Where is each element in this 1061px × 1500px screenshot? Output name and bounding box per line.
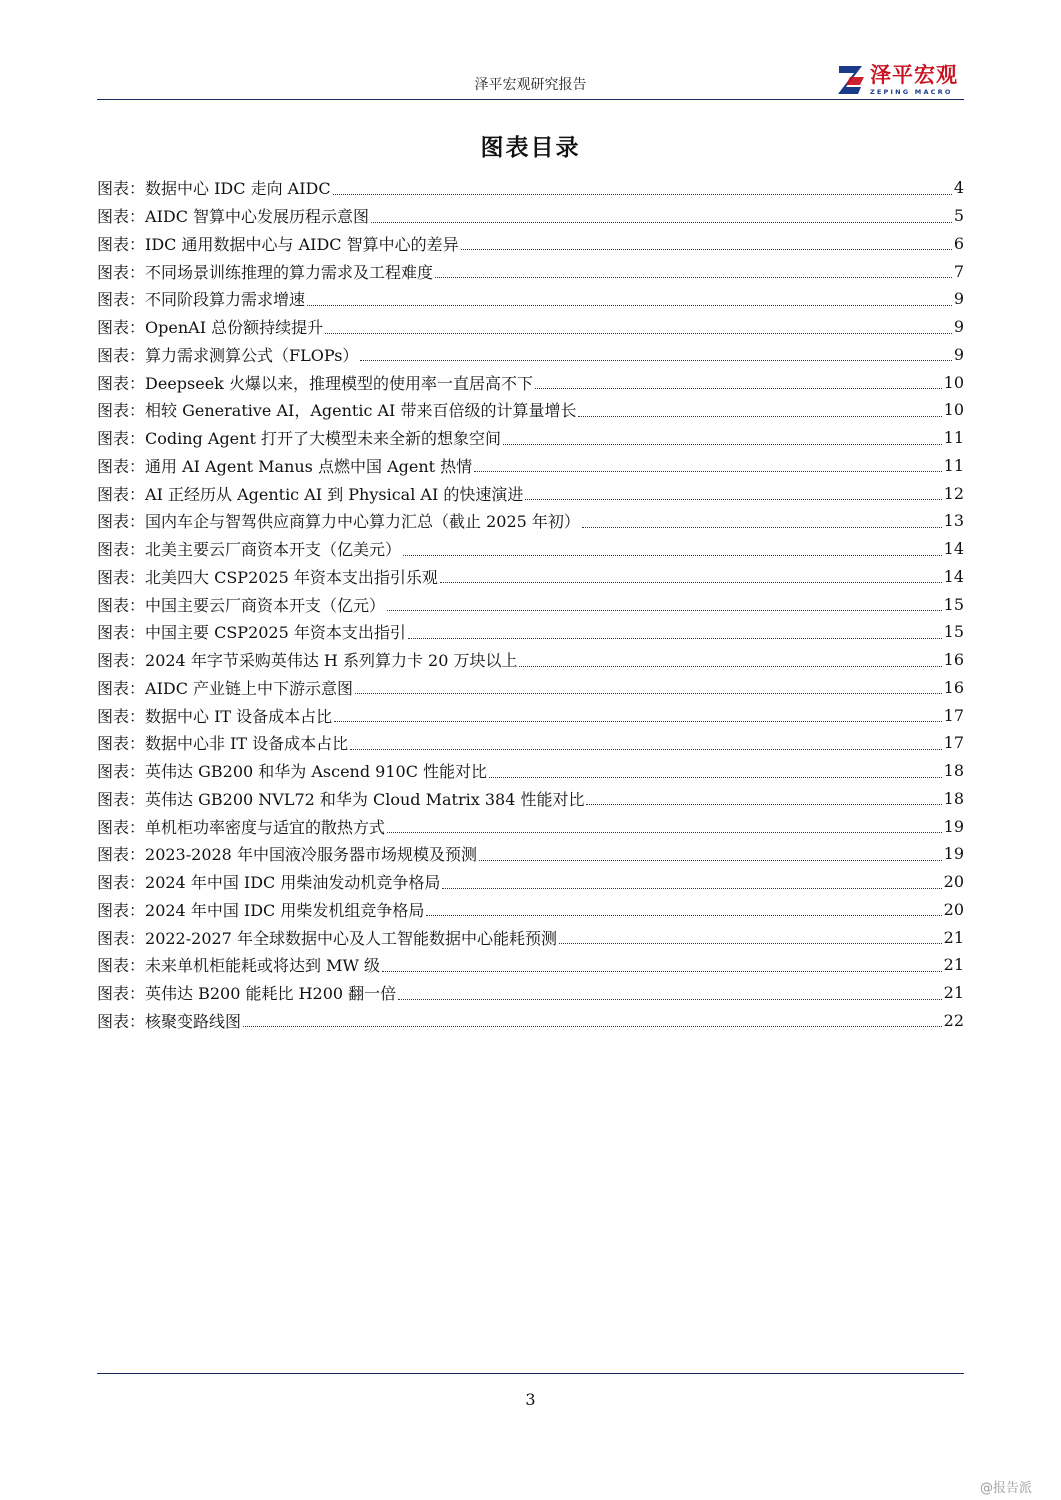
- toc-entry-prefix: 图表：: [97, 540, 146, 560]
- toc-entry-title: 2022-2027 年全球数据中心及人工智能数据中心能耗预测: [145, 928, 557, 948]
- toc-entry-page: 14: [943, 566, 964, 586]
- toc-entry-prefix: 图表：: [97, 234, 146, 254]
- toc-entry-page: 19: [943, 844, 964, 864]
- toc-entry-title: 算力需求测算公式（FLOPs）: [145, 345, 359, 365]
- toc-dot-leader: [442, 888, 941, 889]
- toc-entry-prefix: 图表：: [97, 512, 146, 532]
- toc-dot-leader: [435, 277, 952, 278]
- toc-dot-leader: [535, 388, 942, 389]
- toc-entry-prefix: 图表：: [97, 207, 146, 227]
- toc-entry-prefix: 图表：: [97, 928, 146, 948]
- page-number: 3: [525, 1390, 536, 1409]
- toc-entry-prefix: 图表：: [97, 900, 146, 920]
- toc-dot-leader: [408, 638, 942, 639]
- page-title: 图表目录: [480, 135, 581, 161]
- toc-entry-title: 2024 年中国 IDC 用柴油发动机竞争格局: [145, 873, 441, 893]
- toc-entry-prefix: 图表：: [97, 401, 146, 421]
- toc-entry-prefix: 图表：: [97, 373, 146, 393]
- toc-dot-leader: [360, 360, 951, 361]
- toc-entry[interactable]: [97, 535, 964, 563]
- toc-entry-page: 10: [943, 400, 964, 420]
- toc-entry[interactable]: [97, 424, 964, 452]
- toc-dot-leader: [350, 749, 941, 750]
- toc-entry[interactable]: [97, 313, 964, 341]
- toc-entry-page: 16: [943, 650, 964, 670]
- toc-dot-leader: [503, 444, 942, 445]
- toc-entry-page: 22: [943, 1010, 964, 1030]
- toc-entry-page: 7: [953, 261, 964, 281]
- toc-entry-page: 9: [953, 289, 964, 309]
- toc-entry-prefix: 图表：: [97, 623, 146, 643]
- toc-dot-leader: [479, 860, 942, 861]
- toc-entry-prefix: 图表：: [97, 567, 146, 587]
- toc-dot-leader: [325, 333, 952, 334]
- toc-entry[interactable]: [97, 923, 964, 951]
- toc-entry[interactable]: [97, 701, 964, 729]
- toc-entry[interactable]: [97, 618, 964, 646]
- toc-entry-page: 18: [943, 788, 964, 808]
- toc-dot-leader: [586, 804, 941, 805]
- toc-entry-prefix: 图表：: [97, 762, 146, 782]
- toc-entry-title: 通用 AI Agent Manus 点燃中国 Agent 热情: [145, 456, 473, 476]
- toc-dot-leader: [243, 1026, 942, 1027]
- toc-entry-page: 12: [943, 483, 964, 503]
- toc-entry-page: 9: [953, 344, 964, 364]
- toc-entry-page: 17: [943, 705, 964, 725]
- toc-entry-prefix: 图表：: [97, 595, 146, 615]
- toc-entry[interactable]: [97, 452, 964, 480]
- toc-entry-title: 北美四大 CSP2025 年资本支出指引乐观: [145, 567, 438, 587]
- watermark: @报告派: [980, 1481, 1033, 1496]
- report-header-title: 泽平宏观研究报告: [474, 77, 587, 93]
- toc-entry-title: 不同场景训练推理的算力需求及工程难度: [145, 262, 434, 282]
- toc-dot-leader: [355, 693, 942, 694]
- toc-entry-title: 英伟达 GB200 NVL72 和华为 Cloud Matrix 384 性能对比: [145, 789, 585, 809]
- toc-entry[interactable]: [97, 396, 964, 424]
- toc-dot-leader: [307, 305, 952, 306]
- footer-divider: [97, 1373, 964, 1374]
- toc-entry-title: 2024 年字节采购英伟达 H 系列算力卡 20 万块以上: [145, 651, 518, 671]
- toc-entry-page: 21: [943, 983, 964, 1003]
- toc-entry-page: 17: [943, 733, 964, 753]
- toc-entry[interactable]: [97, 951, 964, 979]
- toc-dot-leader: [525, 499, 941, 500]
- toc-entry[interactable]: [97, 479, 964, 507]
- toc-entry-title: 中国主要云厂商资本开支（亿元）: [145, 595, 386, 615]
- logo-english-name: ZEPING MACRO: [870, 87, 953, 96]
- toc-dot-leader: [403, 555, 942, 556]
- toc-entry-page: 20: [943, 899, 964, 919]
- toc-entry-page: 4: [953, 178, 964, 198]
- toc-dot-leader: [559, 943, 942, 944]
- toc-entry[interactable]: [97, 896, 964, 924]
- toc-entry[interactable]: [97, 646, 964, 674]
- toc-entry-title: 核聚变路线图: [145, 1011, 242, 1031]
- toc-entry-title: IDC 通用数据中心与 AIDC 智算中心的差异: [145, 234, 459, 254]
- toc-entry-page: 11: [943, 455, 964, 475]
- toc-dot-leader: [398, 999, 941, 1000]
- toc-entry-prefix: 图表：: [97, 1011, 146, 1031]
- toc-entry[interactable]: [97, 174, 964, 202]
- toc-entry[interactable]: [97, 341, 964, 369]
- toc-entry-title: 单机柜功率密度与适宜的散热方式: [145, 817, 386, 837]
- toc-dot-leader: [334, 721, 941, 722]
- toc-entry-title: 不同阶段算力需求增速: [145, 290, 306, 310]
- toc-entry-title: OpenAI 总份额持续提升: [145, 318, 324, 338]
- toc-entry-prefix: 图表：: [97, 290, 146, 310]
- toc-entry[interactable]: [97, 230, 964, 258]
- toc-entry-title: 英伟达 B200 能耗比 H200 翻一倍: [145, 984, 397, 1004]
- toc-entry-title: 2023-2028 年中国液冷服务器市场规模及预测: [145, 845, 477, 865]
- toc-entry-page: 15: [943, 622, 964, 642]
- toc-dot-leader: [387, 610, 942, 611]
- toc-entry-title: 北美主要云厂商资本开支（亿美元）: [145, 540, 402, 560]
- toc-entry-prefix: 图表：: [97, 845, 146, 865]
- toc-entry-prefix: 图表：: [97, 678, 146, 698]
- toc-entry-prefix: 图表：: [97, 262, 146, 282]
- toc-entry-prefix: 图表：: [97, 456, 146, 476]
- toc-entry[interactable]: [97, 757, 964, 785]
- header-divider: [97, 99, 964, 100]
- toc-entry-prefix: 图表：: [97, 429, 146, 449]
- toc-entry-title: 2024 年中国 IDC 用柴发机组竞争格局: [145, 900, 425, 920]
- toc-entry-title: 国内车企与智驾供应商算力中心算力汇总（截止 2025 年初）: [145, 512, 580, 532]
- toc-entry-page: 21: [943, 955, 964, 975]
- toc-entry-title: Deepseek 火爆以来，推理模型的使用率一直居高不下: [145, 373, 533, 393]
- toc-entry-title: AIDC 智算中心发展历程示意图: [145, 207, 370, 227]
- toc-dot-leader: [519, 666, 941, 667]
- toc-entry-title: 数据中心 IT 设备成本占比: [145, 706, 333, 726]
- toc-entry[interactable]: [97, 840, 964, 868]
- toc-entry[interactable]: [97, 812, 964, 840]
- toc-entry[interactable]: [97, 979, 964, 1007]
- toc-entry-title: 英伟达 GB200 和华为 Ascend 910C 性能对比: [145, 762, 488, 782]
- toc-entry-page: 20: [943, 872, 964, 892]
- toc-entry-page: 10: [943, 372, 964, 392]
- toc-entry-prefix: 图表：: [97, 651, 146, 671]
- toc-dot-leader: [461, 249, 952, 250]
- toc-dot-leader: [333, 194, 952, 195]
- toc-dot-leader: [382, 971, 942, 972]
- toc-entry-prefix: 图表：: [97, 956, 146, 976]
- toc-dot-leader: [387, 832, 942, 833]
- toc-entry-page: 16: [943, 677, 964, 697]
- toc-entry[interactable]: [97, 1007, 964, 1035]
- toc-entry-page: 11: [943, 428, 964, 448]
- toc-entry-prefix: 图表：: [97, 873, 146, 893]
- toc-entry-page: 19: [943, 816, 964, 836]
- toc-entry-prefix: 图表：: [97, 984, 146, 1004]
- toc-entry-title: AIDC 产业链上中下游示意图: [145, 678, 354, 698]
- toc-entry-title: AI 正经历从 Agentic AI 到 Physical AI 的快速演进: [145, 484, 524, 504]
- toc-entry-page: 18: [943, 761, 964, 781]
- logo-chinese-name: 泽平宏观: [870, 62, 958, 87]
- toc-entry-prefix: 图表：: [97, 817, 146, 837]
- toc-dot-leader: [578, 416, 941, 417]
- toc-entry[interactable]: [97, 785, 964, 813]
- zp-logo-icon: [836, 63, 866, 97]
- toc-dot-leader: [371, 222, 952, 223]
- toc-entry-prefix: 图表：: [97, 734, 146, 754]
- toc-entry-title: 数据中心非 IT 设备成本占比: [145, 734, 349, 754]
- toc-entry-prefix: 图表：: [97, 706, 146, 726]
- toc-entry-prefix: 图表：: [97, 484, 146, 504]
- figure-toc-list: [97, 174, 964, 1034]
- toc-entry[interactable]: [97, 563, 964, 591]
- toc-entry-title: 中国主要 CSP2025 年资本支出指引: [145, 623, 406, 643]
- toc-entry[interactable]: [97, 285, 964, 313]
- toc-entry-page: 9: [953, 317, 964, 337]
- toc-entry[interactable]: [97, 202, 964, 230]
- toc-entry[interactable]: [97, 590, 964, 618]
- toc-dot-leader: [582, 527, 942, 528]
- toc-entry[interactable]: [97, 868, 964, 896]
- toc-entry-prefix: 图表：: [97, 179, 146, 199]
- toc-entry-page: 15: [943, 594, 964, 614]
- toc-entry-page: 5: [953, 206, 964, 226]
- toc-entry[interactable]: [97, 674, 964, 702]
- toc-entry-prefix: 图表：: [97, 789, 146, 809]
- toc-entry[interactable]: [97, 368, 964, 396]
- toc-entry-page: 21: [943, 927, 964, 947]
- toc-dot-leader: [426, 915, 941, 916]
- toc-entry-title: 相较 Generative AI，Agentic AI 带来百倍级的计算量增长: [145, 401, 577, 421]
- toc-entry-title: 未来单机柜能耗或将达到 MW 级: [145, 956, 381, 976]
- toc-entry-page: 14: [943, 539, 964, 559]
- toc-entry-title: Coding Agent 打开了大模型未来全新的想象空间: [145, 429, 501, 449]
- toc-entry-page: 6: [953, 233, 964, 253]
- toc-entry-page: 13: [943, 511, 964, 531]
- brand-logo: [836, 62, 958, 98]
- toc-dot-leader: [474, 471, 941, 472]
- toc-dot-leader: [489, 777, 942, 778]
- toc-entry-prefix: 图表：: [97, 345, 146, 365]
- toc-entry-title: 数据中心 IDC 走向 AIDC: [145, 179, 331, 199]
- toc-dot-leader: [440, 582, 942, 583]
- toc-entry-prefix: 图表：: [97, 318, 146, 338]
- toc-entry[interactable]: [97, 507, 964, 535]
- toc-entry[interactable]: [97, 257, 964, 285]
- toc-entry[interactable]: [97, 729, 964, 757]
